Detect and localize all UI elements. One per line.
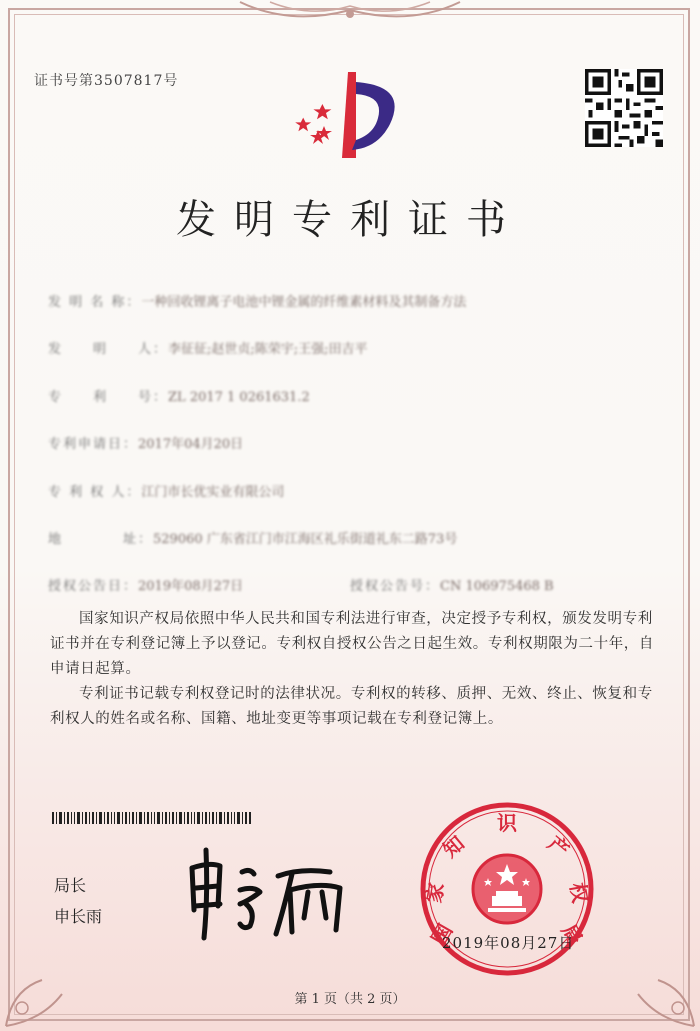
address-label: 地 址： — [48, 532, 154, 547]
filing-date-value: 2017年04月20日 — [138, 437, 244, 452]
invention-name-label: 发 明 名 称： — [48, 295, 142, 310]
certificate-number: 证书号第3507817号 — [34, 73, 179, 89]
cnipa-logo-icon — [290, 68, 410, 163]
seal-char-4: 识 — [497, 811, 517, 835]
inventor-field — [48, 338, 368, 357]
grant-date-field — [48, 575, 243, 594]
seal-char-6: 权 — [565, 880, 593, 905]
certificate-title: 发明专利证书 — [176, 197, 524, 243]
seal-char-3: 知 — [438, 831, 469, 863]
patent-number-label: 专 利 号： — [48, 390, 169, 405]
top-ornament — [230, 0, 470, 28]
qr-code-icon — [585, 69, 663, 147]
statement-paragraph-2: 专利证书记载专利权登记时的法律状况。专利权的转移、质押、无效、终止、恢复和专利权人的姓名或名称、国籍、地址变更等事项记载在专利登记簿上。 — [50, 686, 653, 727]
patentee-label: 专 利 权 人： — [48, 485, 142, 500]
grant-date-value: 2019年08月27日 — [138, 579, 244, 594]
invention-name-field — [48, 291, 466, 310]
director-name: 申长雨 — [54, 907, 103, 926]
seal-char-2: 家 — [421, 880, 449, 905]
seal-char-5: 产 — [543, 831, 574, 863]
patentee-value: 江门市长优实业有限公司 — [141, 485, 285, 500]
barcode-icon — [52, 812, 252, 824]
seal-date: 2019年08月27日 — [442, 934, 575, 952]
seal-char-7: 局 — [556, 919, 588, 950]
invention-name-value: 一种回收锂离子电池中锂金属的纤维素材料及其制备方法 — [141, 295, 467, 310]
address-field — [48, 528, 457, 547]
grant-date-label: 授权公告日： — [48, 579, 139, 594]
patent-number-value: ZL 2017 1 0261631.2 — [168, 390, 310, 405]
page-indicator: 第 1 页（共 2 页） — [294, 992, 406, 1007]
inventor-value: 李征征;赵世贞;陈荣宇;王强;田吉平 — [168, 342, 368, 357]
filing-date-field — [48, 433, 243, 452]
patent-number-field — [48, 386, 310, 405]
patentee-field — [48, 481, 284, 500]
grant-number-label: 授权公告号： — [350, 579, 441, 594]
director-signature — [180, 838, 360, 948]
grant-number-value: CN 106975468 B — [440, 579, 554, 594]
seal-char-1: 国 — [426, 919, 458, 950]
grant-number-field — [350, 575, 554, 594]
director-title: 局长 — [54, 876, 87, 895]
filing-date-label: 专利申请日： — [48, 437, 139, 452]
statement-paragraph-1: 国家知识产权局依照中华人民共和国专利法进行审查，决定授予专利权，颁发发明专利证书并在专利登记簿上予以登记。专利权自授权公告之日起生效。专利权期限为二十年，自申请日起算。 — [50, 611, 654, 677]
address-value: 529060 广东省江门市江海区礼乐街道礼东二路73号 — [153, 532, 458, 547]
inventor-label: 发 明 人： — [48, 342, 169, 357]
